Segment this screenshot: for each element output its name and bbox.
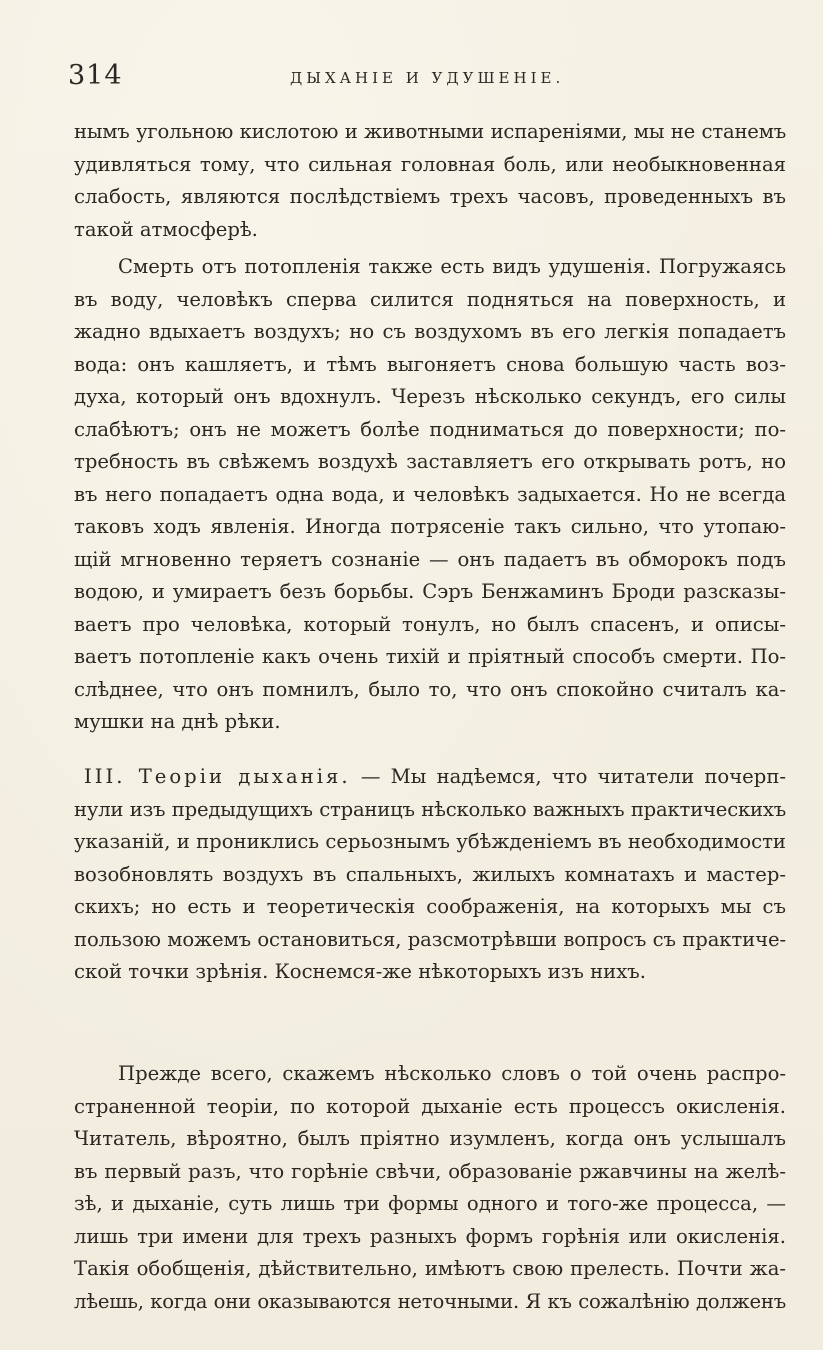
text-line: водою, и умираетъ безъ борьбы. Сэръ Бенжаминъ Броди разсказы- <box>74 580 786 603</box>
text-line: Читатель, вѣроятно, былъ прiятно изумленъ, когда онъ услышалъ <box>74 1127 786 1150</box>
section-heading-continuation: — Мы надѣемся, что читатели почерп- <box>360 765 786 788</box>
text-line: слабость, являются послѣдствiемъ трехъ часовъ, проведенныхъ въ <box>74 185 786 208</box>
text-line: пользою можемъ остановиться, разсмотрѣвши вопросъ съ практиче- <box>74 927 786 951</box>
text-line: вода: онъ кашляетъ, и тѣмъ выгоняетъ снова большую часть воз- <box>74 352 786 376</box>
running-title: ДЫХАНIЕ И УДУШЕНIЕ. <box>290 69 565 87</box>
text-line: нули изъ предыдущихъ страницъ нѣсколько важныхъ практическихъ <box>74 797 786 821</box>
text-line: духа, который онъ вдохнулъ. Черезъ нѣсколько секундъ, его силы <box>74 385 786 408</box>
text-line: Такiя обобщенiя, дѣйствительно, имѣютъ свою прелесть. Почти жа- <box>74 1257 786 1280</box>
text-line: ваетъ потопленiе какъ очень тихiй и прiятный способъ смерти. По- <box>74 645 786 668</box>
text-line: страненной теорiи, по которой дыханiе есть процессъ окисленiя. <box>74 1094 786 1118</box>
text-line: зѣ, и дыханiе, суть лишь три формы одного и того-же процесса, — <box>74 1192 786 1215</box>
paragraph-drowning <box>74 251 786 739</box>
text-line: въ первый разъ, что горѣнiе свѣчи, образованiе ржавчины на желѣ- <box>74 1159 786 1183</box>
section-heading: III. Теорiи дыханiя. <box>84 765 351 788</box>
text-line: слѣднее, что онъ помнилъ, было то, что онъ спокойно считалъ ка- <box>74 677 786 701</box>
text-line: такой атмосферѣ. <box>74 217 258 241</box>
page-header <box>68 58 788 98</box>
text-line: жадно вдыхаетъ воздухъ; но съ воздухомъ въ его легкiя попадаетъ <box>74 320 786 343</box>
section-theories <box>74 761 786 989</box>
text-line: Прежде всего, скажемъ нѣсколько словъ о той очень распро- <box>118 1062 786 1085</box>
page-number: 314 <box>68 60 123 91</box>
text-line: скихъ; но есть и теоретическiя соображенiя, на которыхъ мы съ <box>74 895 786 918</box>
text-line: въ воду, человѣкъ сперва силится подняться на поверхность, и <box>74 287 786 311</box>
text-line <box>74 761 786 794</box>
text-line: мушки на днѣ рѣки. <box>74 710 281 733</box>
text-line: Смерть отъ потопленiя также есть видъ удушенiя. Погружаясь <box>118 255 786 278</box>
text-line: лишь три имени для трехъ разныхъ формъ горѣнiя или окисленiя. <box>74 1224 786 1248</box>
text-line: щiй мгновенно теряетъ сознанiе — онъ падаетъ въ обморокъ подъ <box>74 547 786 571</box>
paragraph-continuation <box>74 116 786 246</box>
text-line: въ него попадаетъ одна вода, и человѣкъ задыхается. Но не всегда <box>74 482 786 506</box>
text-line: таковъ ходъ явленiя. Иногда потрясенiе такъ сильно, что утопаю- <box>74 515 786 538</box>
text-line: ской точки зрѣнiя. Коснемся-же нѣкоторыхъ изъ нихъ. <box>74 960 646 983</box>
text-line: ваетъ про человѣка, который тонулъ, но былъ спасенъ, и описы- <box>74 612 786 636</box>
text-line: требность въ свѣжемъ воздухѣ заставляетъ его открывать ротъ, но <box>74 450 786 473</box>
text-line: возобновлять воздухъ въ спальныхъ, жилыхъ комнатахъ и мастер- <box>74 862 786 886</box>
paragraph-oxidation-theory <box>74 1058 786 1318</box>
text-line: удивляться тому, что сильная головная боль, или необыкновенная <box>74 152 786 176</box>
text-line: лѣешь, когда они оказываются неточными. Я къ сожалѣнiю долженъ <box>74 1289 786 1313</box>
text-line: нымъ угольною кислотою и животными испаренiями, мы не станемъ <box>74 120 786 143</box>
text-line: указанiй, и прониклись серьознымъ убѣжденiемъ въ необходимости <box>74 830 786 853</box>
text-line: слабѣютъ; онъ не можетъ болѣе подниматься до поверхности; по- <box>74 417 786 441</box>
